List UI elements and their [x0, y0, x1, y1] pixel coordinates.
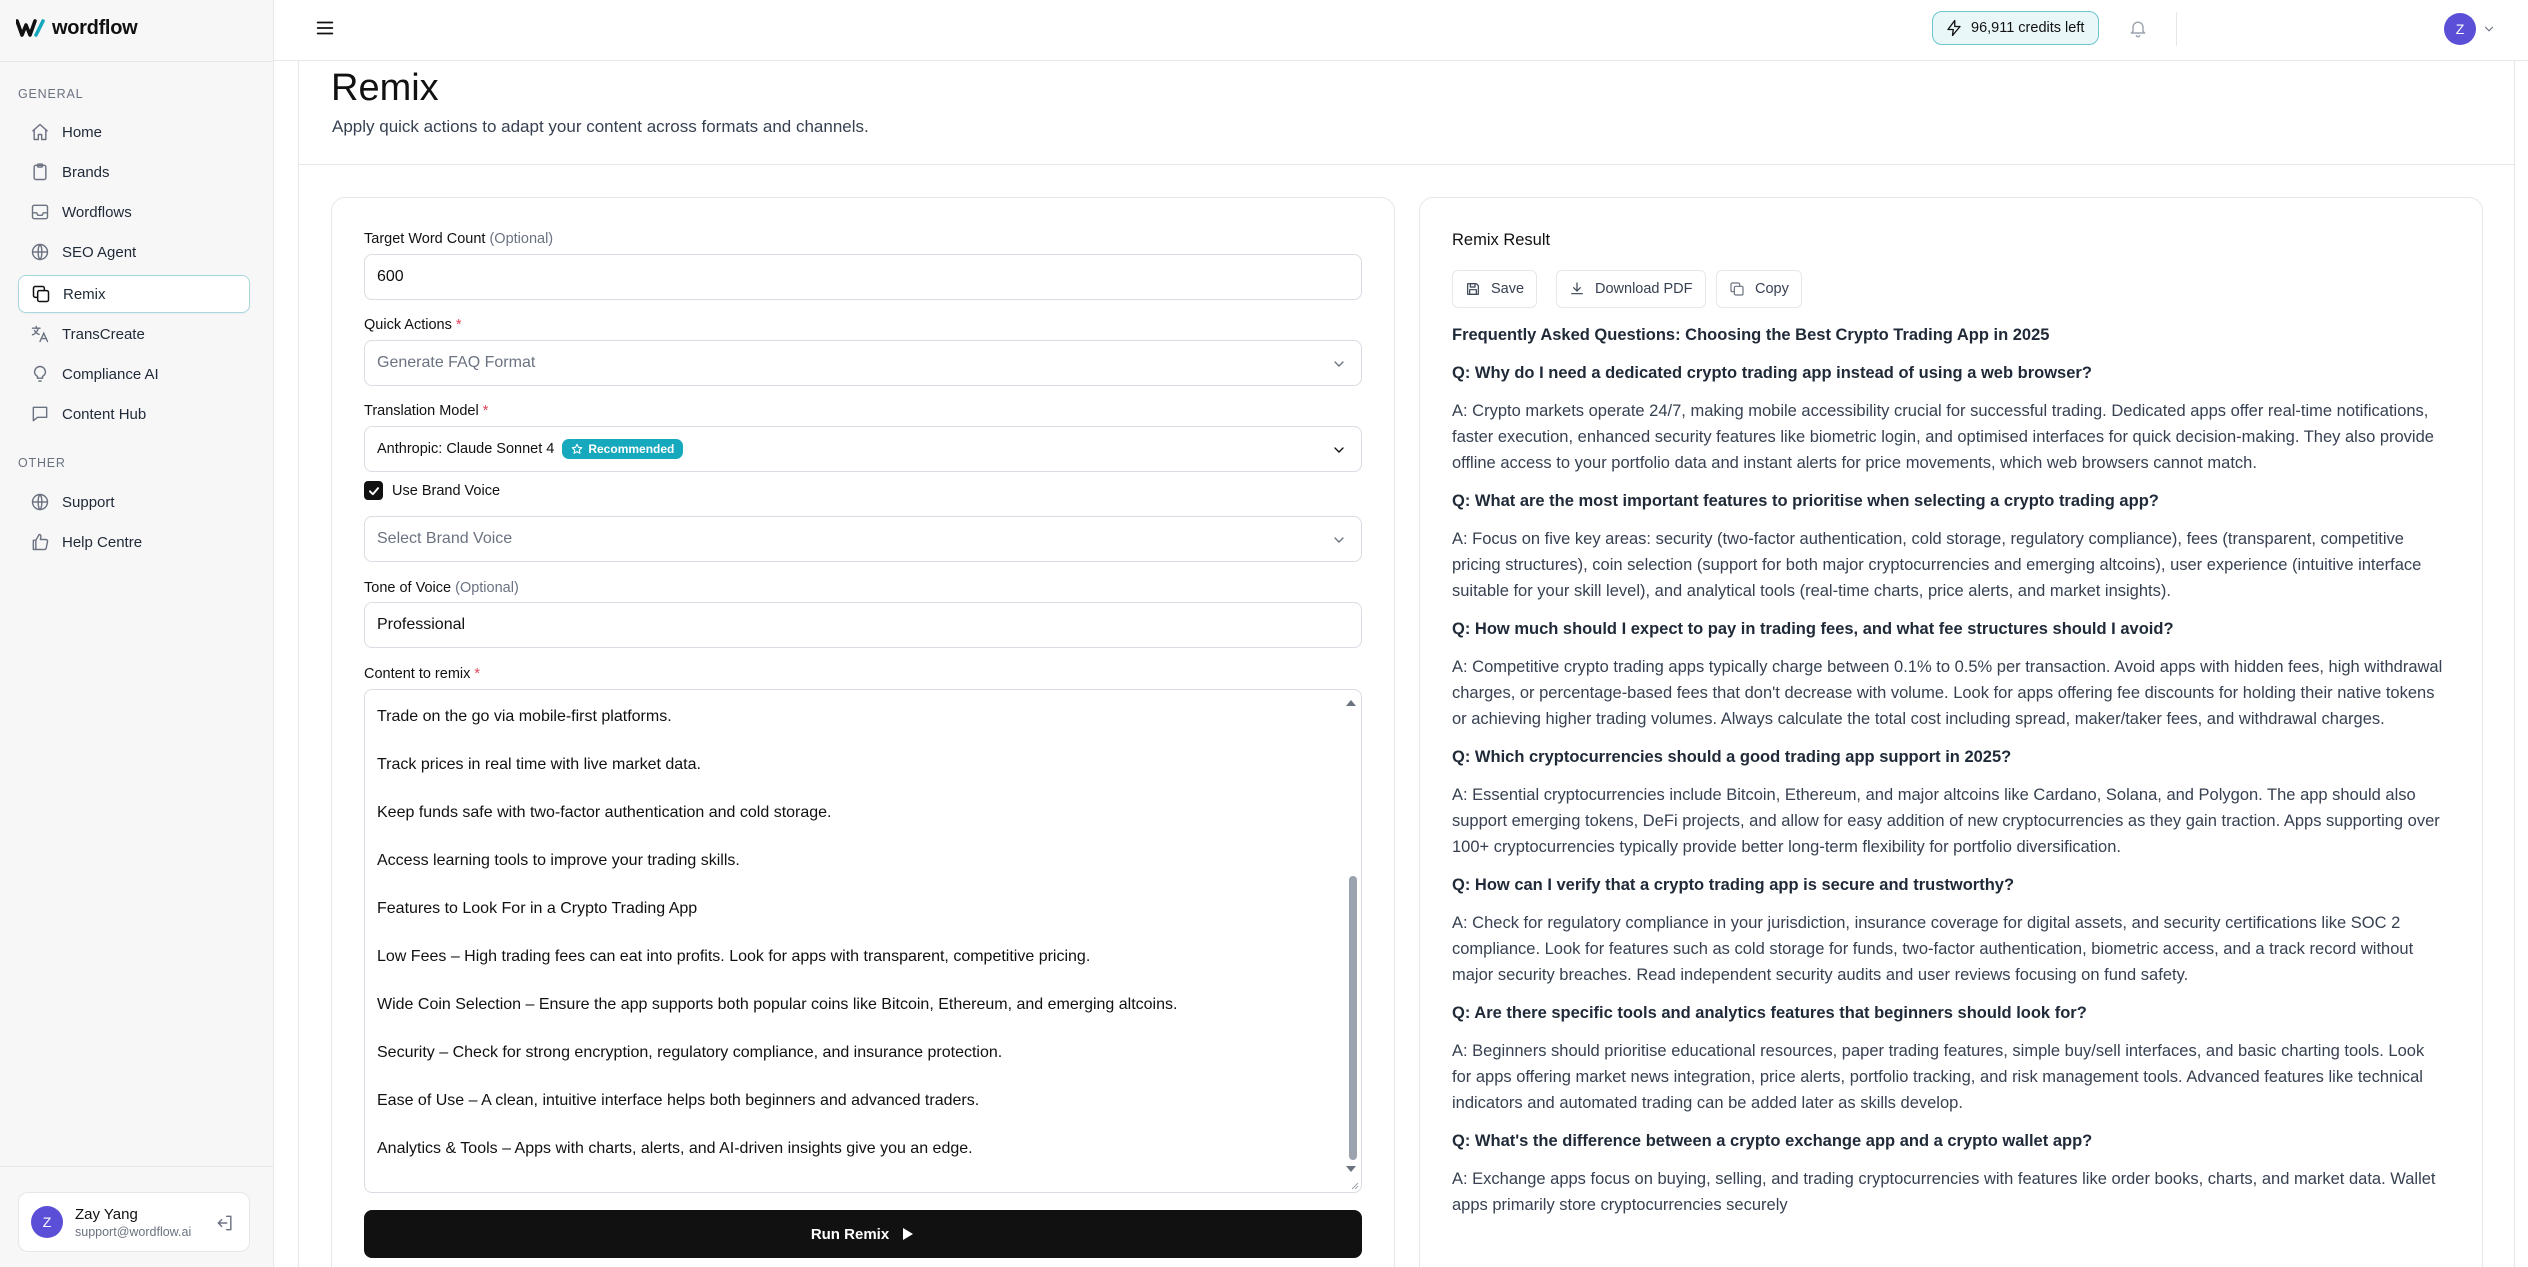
required-marker: * [455, 317, 462, 333]
run-remix-label: Run Remix [810, 1225, 890, 1243]
optional-text: (Optional) [455, 580, 519, 596]
content-line: Keep funds safe with two-factor authentication and cold storage. [377, 804, 832, 821]
required-marker: * [482, 403, 489, 419]
sidebar-item-label: Content Hub [62, 405, 147, 423]
result-title: Remix Result [1452, 231, 1551, 249]
faq-question: Q: Why do I need a dedicated crypto trading app instead of using a web browser? [1452, 364, 2092, 382]
sidebar-item-home[interactable] [18, 113, 250, 151]
content-line: Ease of Use – A clean, intuitive interface helps both beginners and advanced traders. [377, 1092, 980, 1109]
copy-icon [1729, 281, 1745, 297]
brand-voice-select[interactable] [364, 516, 1362, 562]
sidebar [0, 0, 274, 1267]
chevron-down-icon [1331, 442, 1347, 458]
sidebar-item-label: Remix [63, 285, 106, 303]
label-text: Translation Model [364, 403, 479, 419]
translation-model-select[interactable] [364, 426, 1362, 472]
copy-icon [31, 284, 51, 304]
quick-actions-label [364, 317, 462, 333]
faq-question: Q: Are there specific tools and analytics features that beginners should look for? [1452, 1004, 2087, 1022]
clipboard-icon [30, 162, 50, 182]
globe-icon [30, 242, 50, 262]
scrollbar[interactable] [1346, 694, 1360, 1176]
user-email: support@wordflow.ai [75, 1224, 192, 1239]
sidebar-item-label: TransCreate [62, 325, 145, 343]
logout-icon[interactable] [215, 1213, 235, 1233]
faq-question: Q: Which cryptocurrencies should a good trading app support in 2025? [1452, 748, 2012, 766]
sidebar-item-wordflows[interactable] [18, 193, 250, 231]
content-to-remix-label [364, 666, 480, 682]
chat-icon [30, 404, 50, 424]
result-heading: Frequently Asked Questions: Choosing the Best Crypto Trading App in 2025 [1452, 326, 2050, 344]
sidebar-item-brands[interactable] [18, 153, 250, 191]
faq-answer: A: Focus on five key areas: security (two-factor authentication, cold storage, regulatory compliance), fees (transparent, competitive pricing structures), coin selection (support for both major cryptocurrencies and emerging altcoins), user experience (intuitive interface suitable for your skill level), and analytical tools (real-time charts, price alerts, and market insights). [1452, 530, 2422, 600]
sidebar-item-content-hub[interactable] [18, 395, 250, 433]
logo[interactable] [16, 17, 137, 39]
faq-question: Q: How can I verify that a crypto trading app is secure and trustworthy? [1452, 876, 2015, 894]
faq-question: Q: What are the most important features to prioritise when selecting a crypto trading app? [1452, 492, 2159, 510]
content-line: Analytics & Tools – Apps with charts, alerts, and AI-driven insights give you an edge. [377, 1140, 973, 1157]
check-icon [367, 484, 381, 498]
select-placeholder: Select Brand Voice [377, 530, 513, 547]
save-label: Save [1491, 281, 1525, 297]
credits-text: 96,911 credits left [1971, 20, 2085, 36]
chevron-down-icon [1331, 356, 1347, 372]
label-text: Quick Actions [364, 317, 452, 333]
sidebar-item-support[interactable] [18, 483, 250, 521]
page-header [298, 61, 2515, 165]
target-word-count-label [364, 231, 553, 247]
section-label-other: OTHER [18, 456, 66, 470]
sidebar-item-remix[interactable] [18, 275, 250, 313]
scrollbar-thumb[interactable] [1349, 876, 1357, 1160]
content-line: Trade on the go via mobile-first platforms. [377, 708, 672, 725]
hamburger-menu-icon[interactable] [314, 17, 336, 39]
lightning-icon [1945, 19, 1963, 37]
translate-icon [30, 324, 50, 344]
chevron-down-icon [1331, 532, 1347, 548]
star-icon [571, 443, 583, 455]
input-value: Professional [377, 616, 466, 633]
faq-question: Q: How much should I expect to pay in trading fees, and what fee structures should I avoid? [1452, 620, 2174, 638]
faq-answer: A: Crypto markets operate 24/7, making mobile accessibility crucial for successful trading. Dedicated apps offer real-time notifications, faster execution, enhanced security features like biometric login, and optimised interfaces for quick decision-making. They also provide offline access to your portfolio data and instant alerts for price movements, which web browsers cannot match. [1452, 402, 2434, 472]
input-value: 600 [377, 268, 404, 285]
user-card[interactable] [18, 1192, 250, 1252]
page-title: Remix [331, 67, 439, 109]
logo-text: wordflow [52, 16, 138, 39]
quick-actions-select[interactable] [364, 340, 1362, 386]
user-name: Zay Yang [75, 1205, 138, 1223]
sidebar-item-transcreate[interactable] [18, 315, 250, 353]
result-content [1452, 322, 2448, 1218]
topbar [274, 0, 2528, 61]
faq-answer: A: Essential cryptocurrencies include Bitcoin, Ethereum, and major altcoins like Cardano, Solana, and Polygon. The app should also support emerging tokens, DeFi projects, and allow for easy addition of new cryptocurrencies as they gain traction. Apps supporting over 100+ cryptocurrencies typically provide better long-term flexibility for portfolio diversification. [1452, 786, 2440, 856]
faq-answer: A: Beginners should prioritise educational resources, paper trading features, simple buy/sell interfaces, and basic charting tools. Look for apps offering market news integration, price alerts, portfolio tracking, and risk management tools. Advanced features like technical indicators and automated trading can be added later as skills develop. [1452, 1042, 2425, 1112]
optional-text: (Optional) [489, 231, 554, 247]
divider [0, 61, 273, 62]
label-text: Content to remix [364, 666, 471, 682]
chevron-down-icon[interactable] [2482, 22, 2496, 36]
credits-badge[interactable] [1932, 11, 2099, 45]
sidebar-item-seo-agent[interactable] [18, 233, 250, 271]
user-avatar[interactable]: Z [2444, 13, 2476, 45]
section-label-general: GENERAL [18, 87, 84, 101]
required-marker: * [474, 666, 481, 682]
avatar: Z [31, 1206, 63, 1238]
content-to-remix-textarea[interactable] [364, 689, 1362, 1193]
globe-icon [30, 492, 50, 512]
download-pdf-button[interactable] [1556, 270, 1706, 308]
sidebar-item-label: Home [62, 123, 103, 141]
page-subtitle: Apply quick actions to adapt your content across formats and channels. [332, 117, 869, 136]
use-brand-voice-checkbox[interactable] [364, 481, 383, 500]
badge-text: Recommended [588, 442, 675, 456]
inbox-icon [30, 202, 50, 222]
sidebar-item-label: Compliance AI [62, 365, 159, 383]
run-remix-button[interactable] [364, 1210, 1362, 1258]
sidebar-item-label: SEO Agent [62, 243, 137, 261]
content-line: Wide Coin Selection – Ensure the app supports both popular coins like Bitcoin, Ethereum, and emerging altcoins. [377, 996, 1178, 1013]
copy-label: Copy [1755, 281, 1789, 297]
faq-answer: A: Exchange apps focus on buying, selling, and trading cryptocurrencies with features like order books, charts, and market data. Wallet apps primarily store cryptocurrencies securely [1452, 1170, 2436, 1214]
content-line: Features to Look For in a Crypto Trading App [377, 900, 698, 917]
label-text: Target Word Count [364, 231, 486, 247]
use-brand-voice-label: Use Brand Voice [392, 482, 501, 499]
copy-button[interactable] [1716, 270, 1802, 308]
scroll-up-arrow-icon[interactable] [1346, 700, 1356, 706]
sidebar-item-help-centre[interactable] [18, 523, 250, 561]
faq-answer: A: Check for regulatory compliance in your jurisdiction, insurance coverage for digital assets, and security certifications like SOC 2 compliance. Look for features such as cold storage for funds, two-factor authentication, biometric access, and a track record without major security breaches. Read independent security audits and user reviews focusing on fund safety. [1452, 914, 2414, 984]
target-word-count-input[interactable] [364, 254, 1362, 300]
divider [2176, 12, 2177, 46]
wordflow-logo-icon [16, 19, 46, 37]
select-value: Anthropic: Claude Sonnet 4 [377, 441, 555, 457]
tone-of-voice-input[interactable] [364, 602, 1362, 648]
divider [0, 1166, 273, 1167]
content-line: Security – Check for strong encryption, regulatory compliance, and insurance protection. [377, 1044, 1003, 1061]
save-icon [1465, 281, 1481, 297]
content-line: Track prices in real time with live market data. [377, 756, 701, 773]
content-line: Low Fees – High trading fees can eat into profits. Look for apps with transparent, competitive pricing. [377, 948, 1091, 965]
sidebar-item-label: Brands [62, 163, 110, 181]
scroll-down-arrow-icon[interactable] [1346, 1166, 1356, 1172]
lightbulb-icon [30, 364, 50, 384]
thumbs-up-icon [30, 532, 50, 552]
play-icon [899, 1226, 915, 1242]
faq-answer: A: Competitive crypto trading apps typically charge between 0.1% to 0.5% per transaction. Avoid apps with hidden fees, high withdrawal charges, or percentage-based fees that don't decrease with volume. Look for apps offering fee discounts for holding their native tokens or achieving higher trading volumes. Always calculate the total cost including spread, maker/taker fees, and withdrawal charges. [1452, 658, 2443, 728]
content-line: Access learning tools to improve your trading skills. [377, 852, 740, 869]
download-icon [1569, 281, 1585, 297]
use-brand-voice-row [364, 481, 500, 500]
sidebar-item-label: Help Centre [62, 533, 143, 551]
label-text: Tone of Voice [364, 580, 452, 596]
sidebar-item-compliance-ai[interactable] [18, 355, 250, 393]
select-value: Generate FAQ Format [377, 354, 536, 371]
tone-of-voice-label [364, 580, 519, 596]
bell-icon[interactable] [2128, 18, 2148, 38]
translation-model-label [364, 403, 488, 419]
download-label: Download PDF [1595, 281, 1693, 297]
resize-grip-icon[interactable] [1349, 1180, 1359, 1190]
faq-question: Q: What's the difference between a crypto exchange app and a crypto wallet app? [1452, 1132, 2093, 1150]
save-button[interactable] [1452, 270, 1537, 308]
sidebar-item-label: Wordflows [62, 203, 132, 221]
recommended-badge [562, 439, 683, 459]
sidebar-item-label: Support [62, 493, 115, 511]
home-icon [30, 122, 50, 142]
